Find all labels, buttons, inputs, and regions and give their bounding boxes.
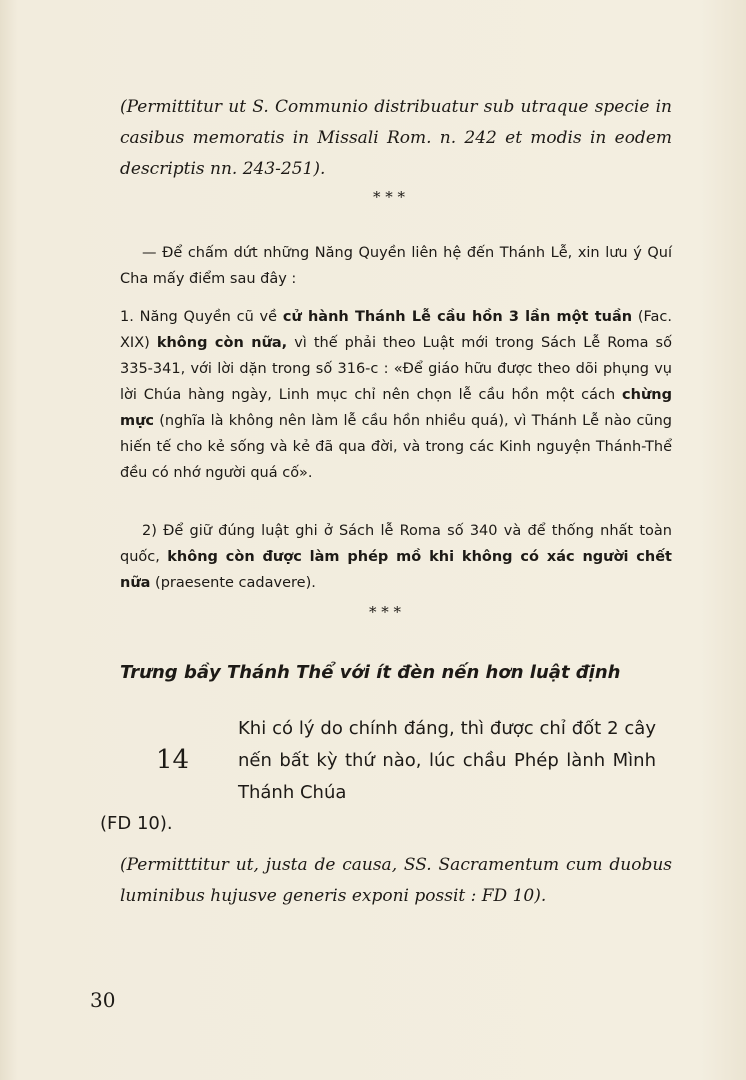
section-heading: Trưng bầy Thánh Thể với ít đèn nến hơn luật định <box>120 662 621 683</box>
point-2-paragraph: 2) Để giữ đúng luật ghi ở Sách lễ Roma số 340 và để thống nhất toàn quốc, không còn được làm phép mồ khi không có xác người chết nữa (praesente cadavere). <box>120 523 672 591</box>
latin-note-exposition: (Permitttitur ut, justa de causa, SS. Sacramentum cum duobus luminibus hujusve generis exponi possit : FD 10). <box>120 855 672 906</box>
section-separator-2: * * * <box>368 603 402 621</box>
latin-note-communion: (Permittitur ut S. Communio distribuatur sub utraque specie in casibus memoratis in Missali Rom. n. 242 et modis in eodem descriptis nn. 243-251). <box>120 97 672 179</box>
page-number: 30 <box>90 988 116 1012</box>
rule-text: Khi có lý do chính đáng, thì được chỉ đốt 2 cây nến bất kỳ thứ nào, lúc chầu Phép lành Mình Thánh Chúa <box>238 718 656 803</box>
rule-reference: (FD 10). <box>100 813 173 834</box>
point-1-paragraph: 1. Năng Quyền cũ về cử hành Thánh Lễ cầu hồn 3 lần một tuần (Fac. XIX) không còn nữa, vì thế phải theo Luật mới trong Sách Lễ Roma số 335-341, với lời dặn trong số 316-c : «Để giáo hữu được theo dõi phụng vụ lời Chúa hàng ngày, Linh mục chỉ nên chọn lễ cầu hồn một cách chừng mực (nghĩa là không nên làm lễ cầu hồn nhiều quá), vì Thánh Lễ nào cũng hiến tế cho kẻ sống và kẻ đã qua đời, và trong các Kinh nguyện Thánh-Thể đều có nhớ người quá cố». <box>120 309 672 481</box>
intro-paragraph: — Để chấm dứt những Năng Quyền liên hệ đến Thánh Lễ, xin lưu ý Quí Cha mấy điểm sau đây : <box>120 245 672 287</box>
rule-number: 14 <box>156 745 190 775</box>
section-separator: * * * <box>372 188 406 206</box>
